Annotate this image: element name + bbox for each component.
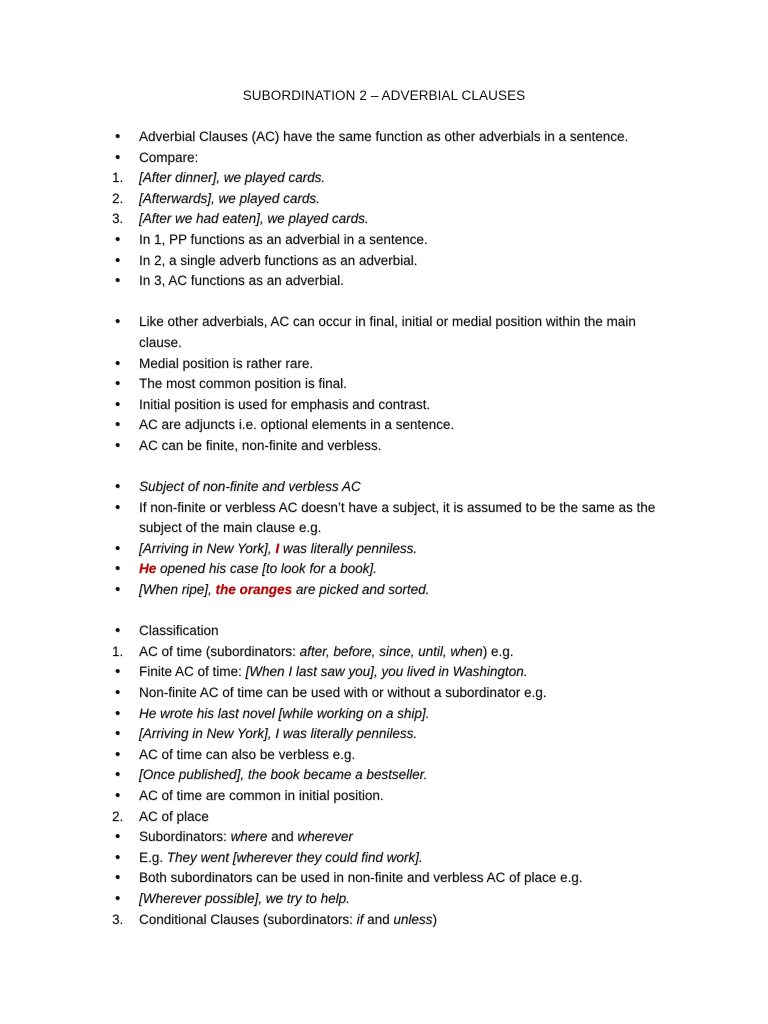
list-item bbox=[112, 889, 672, 910]
number-marker: 3. bbox=[112, 911, 124, 927]
text-run: Finite AC of time: bbox=[139, 664, 246, 680]
bullet-marker: • bbox=[115, 725, 121, 743]
text-run: opened his case [to look for a book]. bbox=[156, 561, 377, 577]
text-run: unless bbox=[393, 911, 433, 927]
bullet-marker: • bbox=[115, 766, 121, 784]
list-item bbox=[112, 559, 672, 580]
highlighted-subject: the oranges bbox=[215, 582, 293, 598]
list-item-text bbox=[139, 148, 672, 169]
text-run: was literally penniless. bbox=[279, 540, 418, 556]
bullet-marker: • bbox=[115, 436, 121, 454]
paragraph-gap bbox=[112, 457, 672, 478]
list-item bbox=[112, 374, 672, 395]
list-item-text bbox=[139, 312, 672, 353]
text-run: Non-finite AC of time can be used with or without a subordinator e.g. bbox=[139, 685, 547, 701]
text-run: Medial position is rather rare. bbox=[139, 355, 314, 371]
text-run: Adverbial Clauses (AC) have the same function as other adverbials in a sentence. bbox=[139, 129, 629, 144]
list-item bbox=[112, 415, 672, 436]
bullet-marker: • bbox=[115, 416, 121, 434]
list-item bbox=[112, 354, 672, 375]
list-item bbox=[112, 148, 672, 169]
list-item bbox=[112, 910, 672, 931]
list-item bbox=[112, 745, 672, 766]
bullet-marker: • bbox=[115, 354, 121, 372]
text-run: In 1, PP functions as an adverbial in a sentence. bbox=[139, 231, 428, 247]
text-run: Both subordinators can be used in non-finite and verbless AC of place e.g. bbox=[139, 870, 583, 886]
text-run: where bbox=[230, 829, 268, 845]
text-run: He wrote his last novel [while working on a ship]. bbox=[139, 705, 430, 721]
list-item bbox=[112, 868, 672, 889]
list-item-text bbox=[139, 807, 672, 828]
text-run: In 3, AC functions as an adverbial. bbox=[139, 273, 344, 289]
text-run: [Wherever possible], we try to help. bbox=[139, 890, 350, 906]
list-item-text bbox=[139, 477, 672, 498]
number-marker: 1. bbox=[112, 643, 124, 659]
list-item-text bbox=[139, 209, 672, 230]
text-run: AC can be finite, non-finite and verbless. bbox=[139, 437, 382, 453]
list-item-text bbox=[139, 889, 672, 910]
list-item-text bbox=[139, 271, 672, 292]
list-item bbox=[112, 189, 672, 210]
bullet-marker: • bbox=[115, 889, 121, 907]
list-item-text bbox=[139, 724, 672, 745]
bullet-marker: • bbox=[115, 828, 121, 846]
list-item bbox=[112, 621, 672, 642]
list-item-text bbox=[139, 539, 672, 560]
list-item-text bbox=[139, 642, 672, 663]
text-run: The most common position is final. bbox=[139, 376, 347, 392]
list-item bbox=[112, 312, 672, 353]
bullet-marker: • bbox=[115, 230, 121, 248]
list-item-text bbox=[139, 168, 672, 189]
number-marker: 2. bbox=[112, 190, 124, 206]
number-marker: 3. bbox=[112, 211, 124, 227]
document-body bbox=[112, 127, 672, 930]
list-item bbox=[112, 477, 672, 498]
list-item bbox=[112, 168, 672, 189]
text-run: AC are adjuncts i.e. optional elements in a sentence. bbox=[139, 417, 455, 433]
list-item bbox=[112, 498, 672, 539]
text-run: wherever bbox=[297, 829, 353, 845]
text-run: are picked and sorted. bbox=[292, 582, 430, 598]
text-run: In 2, a single adverb functions as an adverbial. bbox=[139, 252, 418, 268]
list-item-text bbox=[139, 765, 672, 786]
text-run: [When I last saw you], you lived in Washington. bbox=[245, 664, 528, 680]
paragraph-gap bbox=[112, 292, 672, 313]
list-item-text bbox=[139, 745, 672, 766]
text-run: [Arriving in New York], bbox=[139, 540, 276, 556]
list-item-text bbox=[139, 189, 672, 210]
list-item bbox=[112, 807, 672, 828]
list-item-text bbox=[139, 910, 672, 931]
list-item-text bbox=[139, 415, 672, 436]
bullet-marker: • bbox=[115, 848, 121, 866]
text-run: AC of time can also be verbless e.g. bbox=[139, 746, 356, 762]
list-item bbox=[112, 662, 672, 683]
text-run: E.g. bbox=[139, 849, 167, 865]
list-item bbox=[112, 827, 672, 848]
list-item bbox=[112, 395, 672, 416]
list-item-text bbox=[139, 786, 672, 807]
highlighted-subject: I bbox=[275, 540, 280, 556]
paragraph-gap bbox=[112, 601, 672, 622]
text-run: after, before, since, until, when bbox=[299, 643, 483, 659]
list-item bbox=[112, 436, 672, 457]
text-run: Subject of non-finite and verbless AC bbox=[139, 479, 361, 495]
text-run: [Once published], the book became a bestseller. bbox=[139, 767, 428, 783]
bullet-marker: • bbox=[115, 478, 121, 496]
bullet-marker: • bbox=[115, 251, 121, 269]
list-item-text bbox=[139, 251, 672, 272]
list-item bbox=[112, 724, 672, 745]
bullet-marker: • bbox=[115, 272, 121, 290]
list-item bbox=[112, 704, 672, 725]
text-run: They went [wherever they could find work]. bbox=[166, 849, 423, 865]
list-item-text bbox=[139, 848, 672, 869]
text-run: Conditional Clauses (subordinators: bbox=[139, 911, 357, 927]
text-run: if bbox=[356, 911, 364, 927]
list-item-text bbox=[139, 498, 672, 539]
list-item bbox=[112, 765, 672, 786]
text-run: Subordinators: bbox=[139, 829, 231, 845]
text-run: AC of time (subordinators: bbox=[139, 643, 300, 659]
list-item-text bbox=[139, 827, 672, 848]
list-item-text bbox=[139, 868, 672, 889]
bullet-marker: • bbox=[115, 684, 121, 702]
list-item-text bbox=[139, 580, 672, 601]
text-run: [After dinner], we played cards. bbox=[139, 170, 326, 186]
list-item bbox=[112, 251, 672, 272]
text-run: ) e.g. bbox=[482, 643, 514, 659]
list-item-text bbox=[139, 127, 672, 148]
text-run: [Afterwards], we played cards. bbox=[139, 190, 320, 206]
text-run: Compare: bbox=[139, 149, 199, 165]
text-run: AC of time are common in initial position. bbox=[139, 788, 384, 803]
highlighted-subject: He bbox=[139, 561, 157, 577]
bullet-marker: • bbox=[115, 128, 121, 145]
text-run: Classification bbox=[139, 623, 219, 639]
text-run: and bbox=[267, 829, 298, 845]
bullet-marker: • bbox=[115, 704, 121, 722]
text-run: Initial position is used for emphasis and contrast. bbox=[139, 396, 431, 412]
number-marker: 2. bbox=[112, 808, 124, 824]
text-run: Like other adverbials, AC can occur in final, initial or medial position within the main clause. bbox=[139, 314, 636, 350]
text-run: AC of place bbox=[139, 808, 209, 824]
list-item bbox=[112, 127, 672, 148]
list-item-text bbox=[139, 436, 672, 457]
list-item-text bbox=[139, 354, 672, 375]
list-item bbox=[112, 683, 672, 704]
bullet-marker: • bbox=[115, 395, 121, 413]
list-item bbox=[112, 209, 672, 230]
list-item bbox=[112, 848, 672, 869]
text-run: If non-finite or verbless AC doesn’t have a subject, it is assumed to be the same as the subject of the main clause e.g. bbox=[139, 499, 656, 536]
bullet-marker: • bbox=[115, 663, 121, 681]
list-item-text bbox=[139, 230, 672, 251]
bullet-marker: • bbox=[115, 581, 121, 599]
bullet-marker: • bbox=[115, 787, 121, 804]
list-item-text bbox=[139, 374, 672, 395]
list-item bbox=[112, 786, 672, 807]
text-run: [Arriving in New York], I was literally penniless. bbox=[139, 726, 418, 742]
bullet-marker: • bbox=[115, 539, 121, 557]
list-item bbox=[112, 271, 672, 292]
bullet-marker: • bbox=[115, 148, 121, 166]
bullet-marker: • bbox=[115, 869, 121, 887]
bullet-marker: • bbox=[115, 560, 121, 578]
text-run: and bbox=[363, 911, 394, 927]
list-item-text bbox=[139, 395, 672, 416]
list-item bbox=[112, 642, 672, 663]
bullet-marker: • bbox=[115, 622, 121, 640]
text-run: ) bbox=[432, 911, 437, 927]
bullet-marker: • bbox=[115, 313, 121, 331]
list-item bbox=[112, 539, 672, 560]
list-item-text bbox=[139, 621, 672, 642]
list-item-text bbox=[139, 559, 672, 580]
list-item-text bbox=[139, 683, 672, 704]
list-item-text bbox=[139, 662, 672, 683]
list-item-text bbox=[139, 704, 672, 725]
bullet-marker: • bbox=[115, 745, 121, 763]
number-marker: 1. bbox=[112, 170, 124, 186]
bullet-marker: • bbox=[115, 375, 121, 393]
page-title: SUBORDINATION 2 – ADVERBIAL CLAUSES bbox=[242, 88, 526, 103]
list-item bbox=[112, 230, 672, 251]
bullet-marker: • bbox=[115, 498, 121, 516]
list-item bbox=[112, 580, 672, 601]
text-run: [When ripe], bbox=[139, 582, 216, 598]
text-run: [After we had eaten], we played cards. bbox=[139, 211, 369, 227]
